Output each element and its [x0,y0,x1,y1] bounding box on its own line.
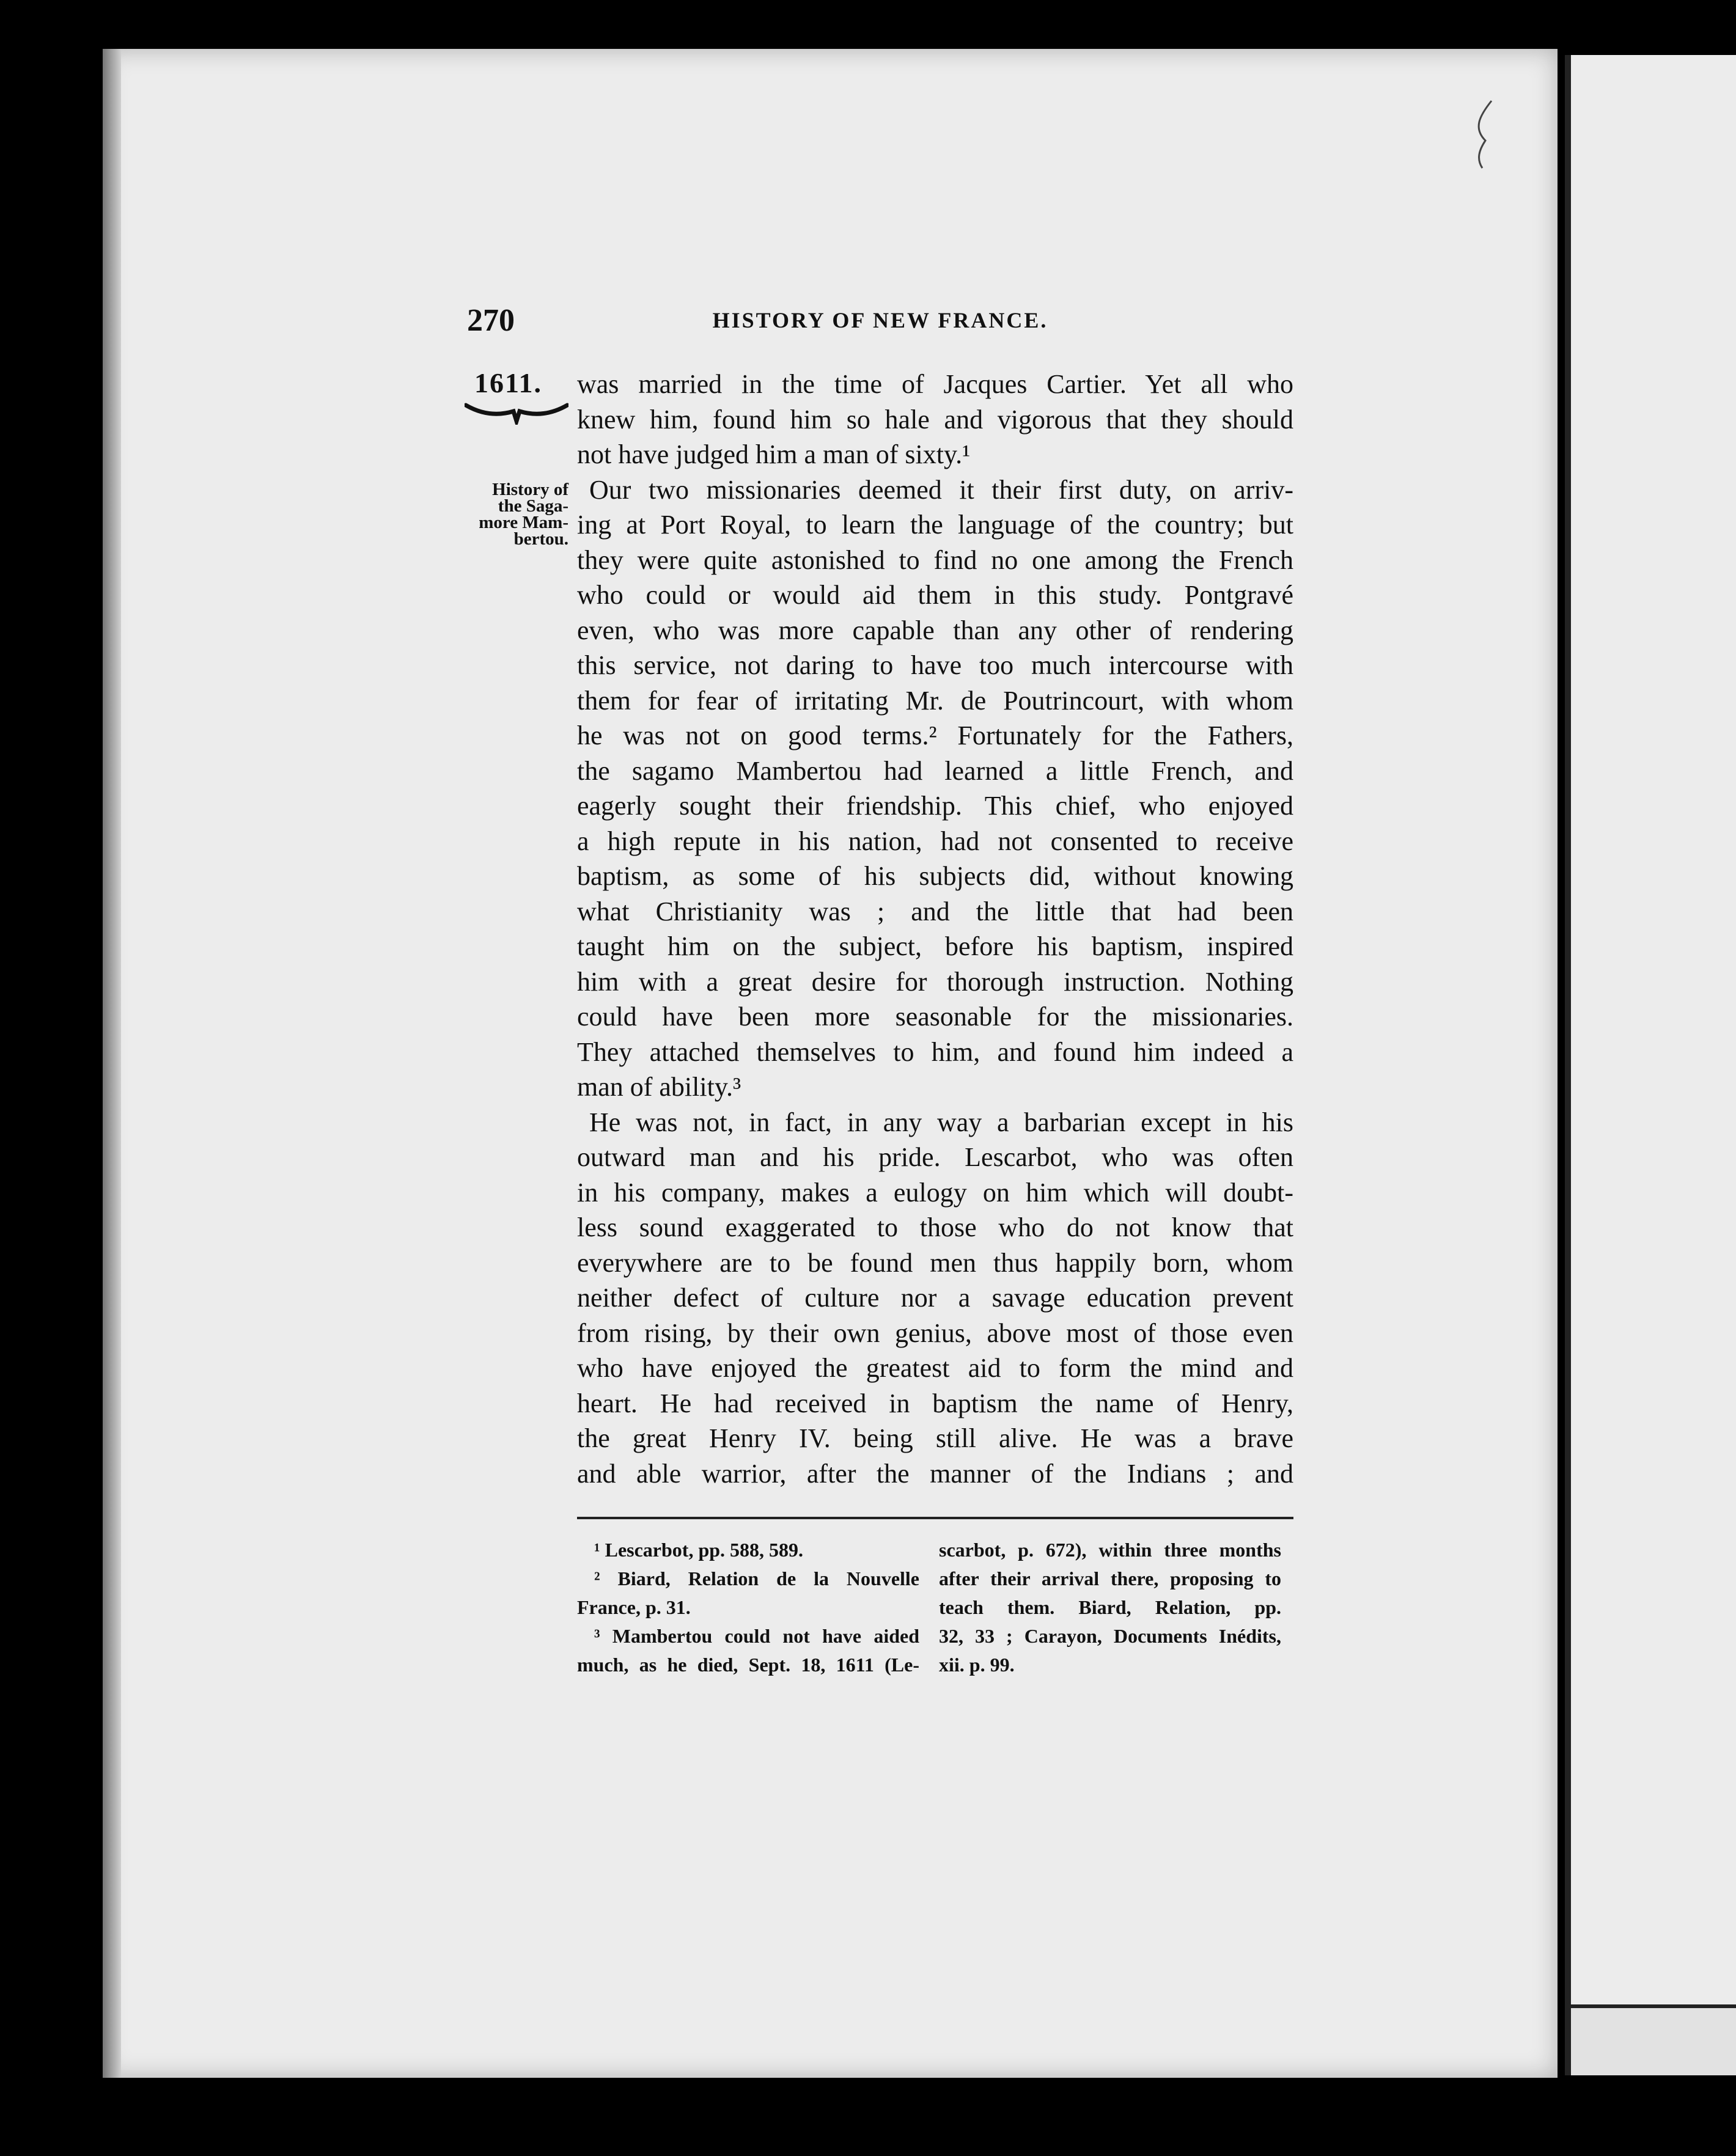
footnote-rule [577,1517,1293,1519]
footnote-line: teach them. Biard, Relation, pp. [939,1596,1281,1618]
footnote-line: ³ Mambertou could not have aided [594,1625,919,1647]
page-header [467,302,1293,345]
body-line: and able warrior, after the manner of the Indians ; and [577,1458,1293,1489]
body-line: him with a great desire for thorough instruction. Nothing [577,966,1293,997]
body-line: not have judged him a man of sixty.¹ [577,439,971,469]
body-line: They attached themselves to him, and found him indeed a [577,1036,1293,1067]
footnote-line: xii. p. 99. [939,1654,1015,1676]
body-line: a high repute in his nation, had not consented to receive [577,826,1293,856]
body-line: Our two missionaries deemed it their first duty, on arriv- [589,474,1293,505]
body-line: the great Henry IV. being still alive. He was a brave [577,1423,1293,1453]
body-text [577,367,1293,1491]
brace-ornament [465,400,568,425]
body-line: the sagamo Mambertou had learned a little French, and [577,755,1293,786]
footnote-line: much, as he died, Sept. 18, 1611 (Le- [577,1654,919,1676]
body-line: in his company, makes a eulogy on him which will doubt- [577,1177,1293,1208]
body-line: heart. He had received in baptism the name of Henry, [577,1388,1293,1418]
footnote-line: France, p. 31. [577,1596,691,1618]
footnote-line: ¹ Lescarbot, pp. 588, 589. [594,1539,804,1561]
body-line: everywhere are to be found men thus happily born, whom [577,1247,1293,1278]
body-line: from rising, by their own genius, above most of those even [577,1318,1293,1348]
body-line: they were quite astonished to find no one among the French [577,544,1293,575]
body-line: less sound exaggerated to those who do not know that [577,1212,1293,1242]
body-line: he was not on good terms.² Fortunately for the Fathers, [577,721,1293,750]
footnote-line: 32, 33 ; Carayon, Documents Inédits, [939,1625,1281,1647]
footnote-column-left [577,1536,919,1679]
body-line: neither defect of culture nor a savage education prevent [577,1283,1293,1313]
body-line: baptism, as some of his subjects did, without knowing [577,861,1293,891]
marginal-note-line: more Mam- [479,513,568,532]
page-scratch-mark [1467,98,1504,171]
right-page-bottom-edge [1565,2004,1736,2075]
body-line: outward man and his pride. Lescarbot, who was often [577,1142,1293,1172]
body-line: taught him on the subject, before his baptism, inspired [577,931,1293,961]
body-line: who could or would aid them in this study. Pontgravé [577,580,1293,610]
body-line: this service, not daring to have too much intercourse with [577,650,1293,680]
footnote-line: scarbot, p. 672), within three months [939,1539,1281,1561]
body-line: what Christianity was ; and the little that had been [577,896,1293,926]
footnote-line: ² Biard, Relation de la Nouvelle [594,1568,919,1590]
body-line: even, who was more capable than any other of rendering [577,615,1293,645]
body-line: knew him, found him so hale and vigorous that they should [577,404,1293,435]
body-line: man of ability.³ [577,1072,741,1102]
marginal-note-line: bertou. [513,529,568,549]
body-line: was married in the time of Jacques Cartier. Yet all who [577,369,1293,399]
footnote-column-right [939,1536,1281,1679]
body-line: could have been more seasonable for the missionaries. [577,1002,1293,1032]
body-line: He was not, in fact, in any way a barbarian except in his [589,1107,1293,1137]
marginal-note-line: History of [492,480,568,499]
margin-year: 1611. [474,367,542,398]
marginal-note-line: the Saga- [498,496,568,516]
body-line: who have enjoyed the greatest aid to form the mind and [577,1353,1293,1383]
footnote-line: after their arrival there, proposing to [939,1568,1281,1590]
body-line: ing at Port Royal, to learn the language of the country; but [577,510,1293,540]
right-page-edge [1565,55,1736,2004]
running-head: HISTORY OF NEW FRANCE. [712,308,1048,332]
page-number: 270 [467,303,515,338]
body-line: eagerly sought their friendship. This chief, who enjoyed [577,791,1293,821]
body-line: them for fear of irritating Mr. de Poutrincourt, with whom [577,685,1293,716]
marginal-note [471,482,568,548]
